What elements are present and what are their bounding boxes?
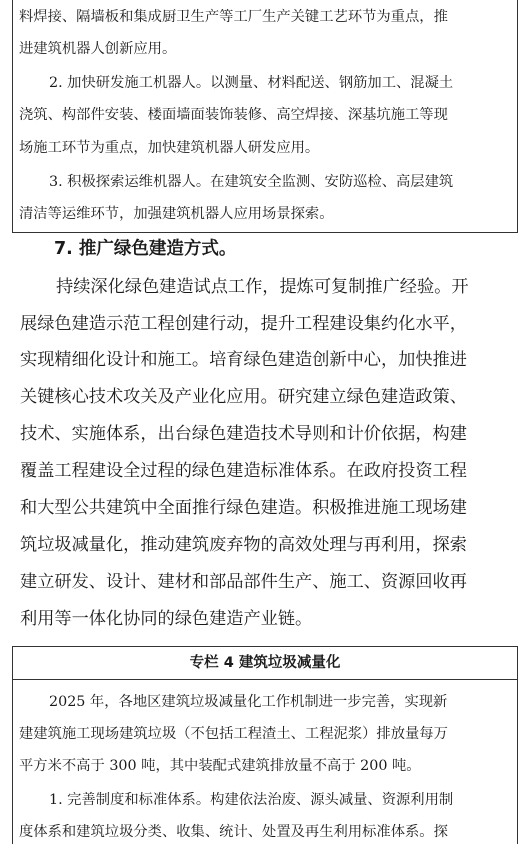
paragraph-line: 持续深化绿色建造试点工作，提炼可复制推广经验。开 <box>56 277 469 297</box>
paragraph-line: 利用等一体化协同的绿色建造产业链。 <box>20 609 313 629</box>
box-text-line: 建建筑施工现场建筑垃圾（不包括工程渣土、工程泥浆）排放量每万 <box>19 726 448 742</box>
box-text-line: 1. 完善制度和标准体系。构建依法治废、源头减量、资源利用制 <box>49 792 454 808</box>
paragraph-line: 关键核心技术攻关及产业化应用。研究建立绿色建造政策、 <box>20 387 467 407</box>
paragraph-line: 技术、实施体系，出台绿色建造技术导则和计价依据，构建 <box>20 424 467 444</box>
paragraph-line: 实现精细化设计和施工。培育绿色建造创新中心，加快推进 <box>20 350 467 370</box>
box-text-line: 进建筑机器人创新应用。 <box>19 41 177 57</box>
box-text-line: 料焊接、隔墙板和集成厨卫生产等工厂生产关键工艺环节为重点，推 <box>19 9 448 25</box>
box-text-line: 场施工环节为重点，加快建筑机器人研发应用。 <box>19 140 320 156</box>
box-text-line: 平方米不高于 300 吨，其中装配式建筑排放量不高于 200 吨。 <box>19 758 421 774</box>
paragraph-line: 建立研发、设计、建材和部品部件生产、施工、资源回收再 <box>20 572 467 592</box>
paragraph-line: 展绿色建造示范工程创建行动，提升工程建设集约化水平， <box>20 314 467 334</box>
column-box-continued <box>12 0 518 233</box>
column-box-title: 专栏 4 建筑垃圾减量化 <box>13 647 517 680</box>
column-box-4 <box>12 646 518 844</box>
box-text-line: 浇筑、构部件安装、楼面墙面装饰装修、高空焊接、深基坑施工等现 <box>19 107 448 123</box>
paragraph-line: 筑垃圾减量化，推动建筑废弃物的高效处理与再利用，探索 <box>20 535 467 555</box>
paragraph-line: 和大型公共建筑中全面推行绿色建造。积极推进施工现场建 <box>20 498 467 518</box>
section-heading: 7. 推广绿色建造方式。 <box>54 239 237 259</box>
paragraph-line: 覆盖工程建设全过程的绿色建造标准体系。在政府投资工程 <box>20 461 467 481</box>
box-text-line: 2025 年，各地区建筑垃圾减量化工作机制进一步完善，实现新 <box>49 694 448 710</box>
box-text-line: 3. 积极探索运维机器人。在建筑安全监测、安防巡检、高层建筑 <box>49 174 454 190</box>
box-text-line: 2. 加快研发施工机器人。以测量、材料配送、钢筋加工、混凝土 <box>49 75 454 91</box>
box-text-line: 清洁等运维环节，加强建筑机器人应用场景探索。 <box>19 206 334 222</box>
box-text-line: 度体系和建筑垃圾分类、收集、统计、处置及再生利用标准体系。探 <box>19 824 448 840</box>
